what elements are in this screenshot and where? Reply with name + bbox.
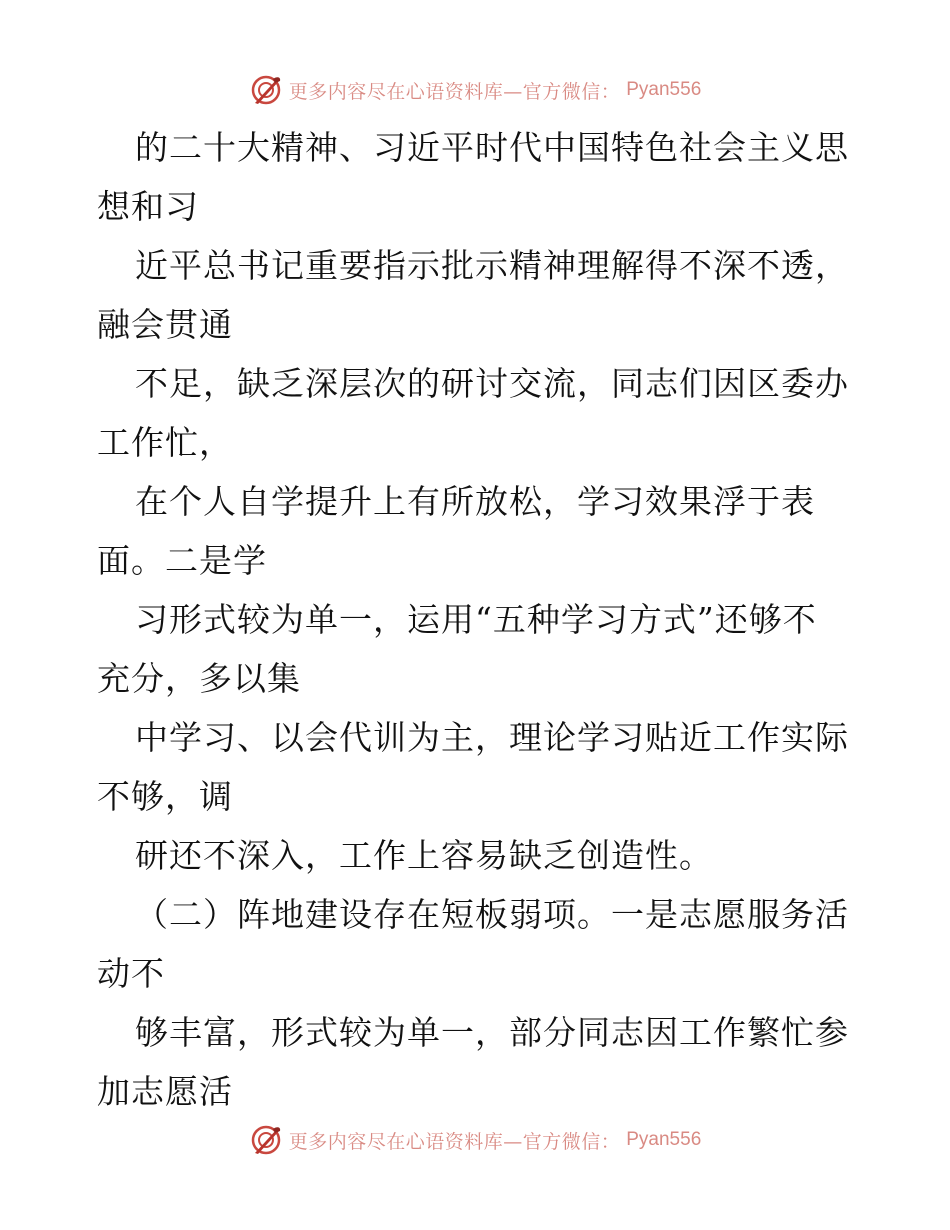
text-line: 在个人自学提升上有所放松，学习效果浮于表 xyxy=(135,482,815,521)
header-promo-text: 更多内容尽在心语资料库—官方微信： xyxy=(288,80,621,103)
footer-wechat-id: Pyan556 xyxy=(626,1129,702,1150)
footer-watermark-banner xyxy=(0,1120,950,1160)
text-line: 充分，多以集 xyxy=(97,659,301,698)
text-line: 的二十大精神、习近平时代中国特色社会主义思 xyxy=(135,128,849,167)
quill-logo-icon xyxy=(249,1123,283,1157)
text-line: 习形式较为单一，运用“五种学习方式”还够不 xyxy=(135,600,817,639)
text-line: 加志愿活 xyxy=(97,1072,233,1111)
text-line: 工作忙， xyxy=(97,423,233,462)
header-wechat-id: Pyan556 xyxy=(626,79,702,100)
document-body xyxy=(97,118,867,1121)
text-line: 动不 xyxy=(97,954,165,993)
text-line: 想和习 xyxy=(97,187,199,226)
text-line: （二）阵地建设存在短板弱项。一是志愿服务活 xyxy=(135,895,849,934)
text-line: 够丰富，形式较为单一，部分同志因工作繁忙参 xyxy=(135,1013,849,1052)
footer-promo-text: 更多内容尽在心语资料库—官方微信： xyxy=(288,1130,621,1153)
text-line: 融会贯通 xyxy=(97,305,233,344)
text-line: 不够，调 xyxy=(97,777,233,816)
header-watermark-banner xyxy=(0,70,950,110)
text-line: 中学习、以会代训为主，理论学习贴近工作实际 xyxy=(135,718,849,757)
text-line: 研还不深入，工作上容易缺乏创造性。 xyxy=(135,836,713,875)
text-line: 近平总书记重要指示批示精神理解得不深不透， xyxy=(135,246,849,285)
quill-logo-icon xyxy=(249,73,283,107)
text-line: 面。二是学 xyxy=(97,541,267,580)
text-line: 不足，缺乏深层次的研讨交流，同志们因区委办 xyxy=(135,364,849,403)
